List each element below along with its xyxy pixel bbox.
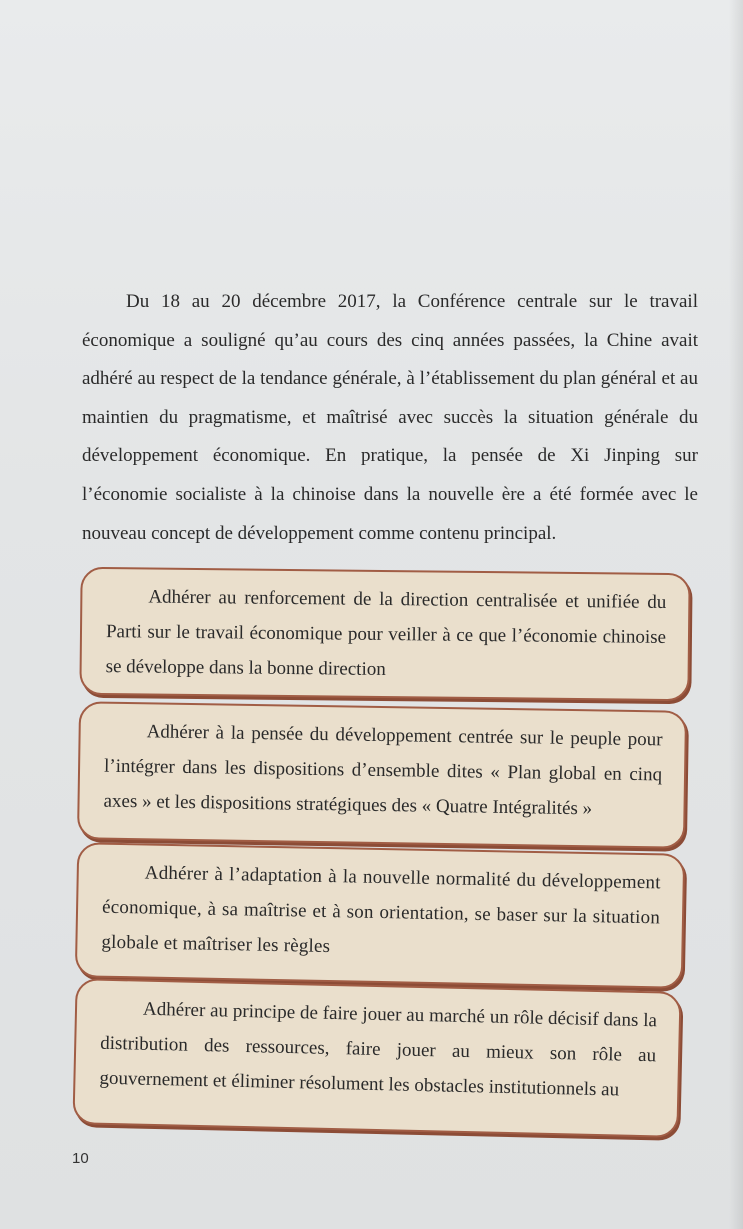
principle-text-1: Adhérer au renforcement de la direction centralisée et unifiée du Parti sur le travail économique pour veiller à ce que l’économie chinoise se développe dans la bonne direction [105,586,667,681]
principle-text-2: Adhérer à la pensée du développement centrée sur le peuple pour l’intégrer dans les dispositions d’ensemble dites « Plan global en cinq axes » et les dispositions stratégiques des « Quatre Intégralités » [103,721,663,820]
principle-text-4: Adhérer au principe de faire jouer au marché un rôle décisif dans la distribution des ressources, faire jouer au mieux son rôle au gouvernement et éliminer résolument les obstacles institutionnels au [99,998,658,1101]
intro-paragraph: Du 18 au 20 décembre 2017, la Conférence centrale sur le travail économique a souligné qu’au cours des cinq années passées, la Chine avait adhéré au respect de la tendance générale, à l’établissement du plan général et au maintien du pragmatisme, et maîtrisé avec succès la situation générale du développement économique. En pratique, la pensée de Xi Jinping sur l’économie socialiste à la chinoise dans la nouvelle ère a été formée avec le nouveau concept de développement comme contenu principal. [82,291,698,544]
page-edge-shadow [729,0,743,1229]
principle-box-1 [79,567,690,701]
principle-box-4 [72,978,681,1138]
principle-box-3 [75,842,685,989]
page-number: 10 [72,1150,89,1167]
principle-text-3: Adhérer à l’adaptation à la nouvelle normalité du développement économique, à sa maîtrise et à son orientation, se baser sur la situation globale et maîtriser les règles [101,862,661,958]
principle-box-2 [77,701,687,849]
